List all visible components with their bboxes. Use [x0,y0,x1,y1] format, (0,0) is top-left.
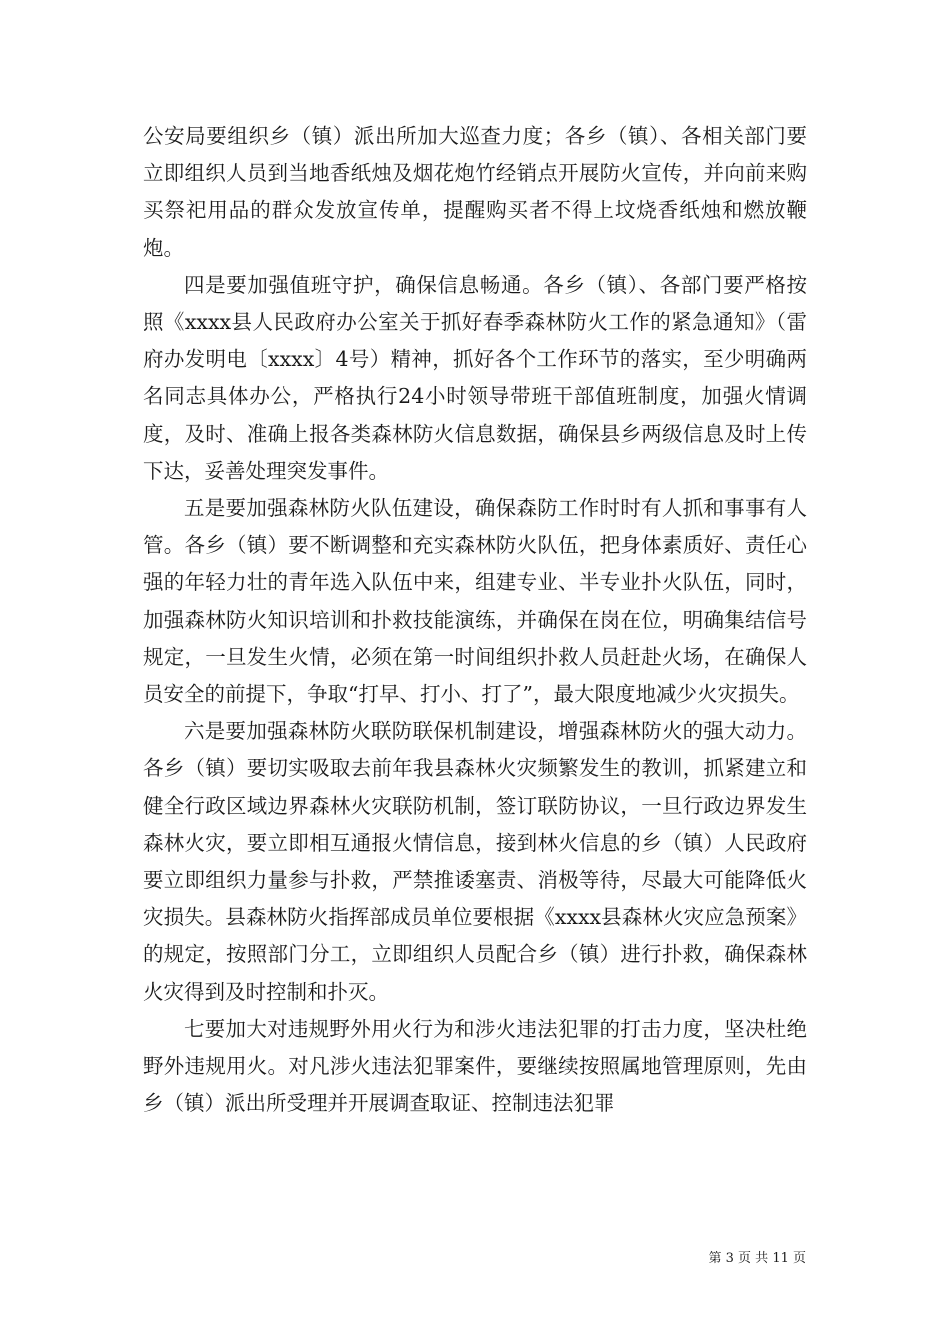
page-number: 第 3 页 共 11 页 [708,1251,806,1266]
paragraph-continued: 公安局要组织乡（镇）派出所加大巡查力度；各乡（镇）、各相关部门要立即组织人员到当地香纸烛及烟花炮竹经销点开展防火宣传，并向前来购买祭祀用品的群众发放宣传单，提醒购买者不得上坟烧香纸烛和燃放鞭炮。 [143,124,807,260]
paragraph-7-enforcement: 七要加大对违规野外用火行为和涉火违法犯罪的打击力度，坚决杜绝野外违规用火。对凡涉火违法犯罪案件，要继续按照属地管理原则，先由乡（镇）派出所受理并开展调查取证、控制违法犯罪 [143,1016,807,1116]
document-body [143,118,807,1122]
paragraph-5-team: 五是要加强森林防火队伍建设，确保森防工作时时有人抓和事事有人管。各乡（镇）要不断调整和充实森林防火队伍，把身体素质好、责任心强的年轻力壮的青年选入队伍中来，组建专业、半专业扑火队伍，同时，加强森林防火知识培训和扑救技能演练，并确保在岗在位，明确集结信号规定，一旦发生火情，必须在第一时间组织扑救人员赶赴火场，在确保人员安全的前提下，争取“打早、打小、打了”，最大限度地减少火灾损失。 [143,496,807,707]
paragraph-6-joint-defense: 六是要加强森林防火联防联保机制建设，增强森林防火的强大动力。各乡（镇）要切实吸取去前年我县森林火灾频繁发生的教训，抓紧建立和健全行政区域边界森林火灾联防机制，签订联防协议，一旦行政边界发生森林火灾，要立即相互通报火情信息，接到林火信息的乡（镇）人民政府要立即组织力量参与扑救，严禁推诿塞责、消极等待，尽最大可能降低火灾损失。县森林防火指挥部成员单位要根据《xxxx县森林火灾应急预案》的规定，按照部门分工，立即组织人员配合乡（镇）进行扑救，确保森林火灾得到及时控制和扑灭。 [143,719,807,1004]
paragraph-4-duty: 四是要加强值班守护，确保信息畅通。各乡（镇）、各部门要严格按照《xxxx县人民政府办公室关于抓好春季森林防火工作的紧急通知》（雷府办发明电〔xxxx〕4号）精神，抓好各个工作环节的落实，至少明确两名同志具体办公，严格执行24小时领导带班干部值班制度，加强火情调度，及时、准确上报各类森林防火信息数据，确保县乡两级信息及时上传下达，妥善处理突发事件。 [143,272,807,483]
